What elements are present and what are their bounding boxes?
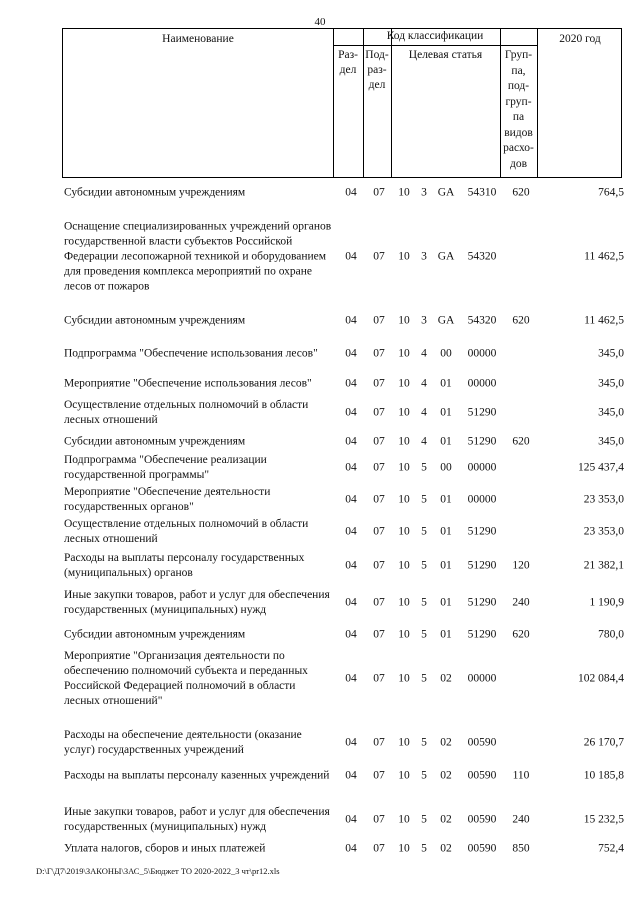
table-row [64,840,624,858]
section-code: 04 [345,736,357,749]
program-code: 10 [398,406,410,419]
table-row [64,516,624,548]
table-row [64,484,624,516]
event-code: 01 [440,596,452,609]
expense-group-code: 620 [512,628,530,641]
header-name: Наименование [162,33,234,45]
subsection-code: 07 [373,813,385,826]
table-row [64,433,624,451]
subsection-code: 07 [373,461,385,474]
event-code: 02 [440,672,452,685]
event-code: 01 [440,435,452,448]
header-section: Раз- дел [338,49,358,76]
program-code: 10 [398,672,410,685]
subsection-code: 07 [373,596,385,609]
event-code: GA [437,250,455,263]
event-code: 01 [440,525,452,538]
direction-code: 00000 [467,347,497,360]
program-code: 10 [398,736,410,749]
program-code: 10 [398,435,410,448]
direction-code: 51290 [467,525,497,538]
direction-code: 51290 [467,406,497,419]
amount-2020: 345,0 [598,377,624,390]
row-name: Иные закупки товаров, работ и услуг для обеспечения государственных (муниципальных) нужд [64,806,330,833]
table-row [64,579,624,627]
expense-group-code: 120 [512,559,530,572]
program-code: 10 [398,813,410,826]
table-row [64,338,624,370]
event-code: 01 [440,559,452,572]
expense-group-code: 110 [512,769,530,782]
file-path-footer: D:\Г\Д7\2019\ЗАКОНЫ\ЗАС_5\Бюджет ТО 2020-2022_3 чт\pr12.xls [36,866,280,876]
amount-2020: 10 185,8 [583,769,624,782]
subprogram-code: 5 [421,559,427,572]
subprogram-code: 5 [421,842,427,855]
amount-2020: 23 353,0 [583,493,624,506]
direction-code: 00000 [467,377,497,390]
program-code: 10 [398,525,410,538]
program-code: 10 [398,461,410,474]
direction-code: 00590 [467,736,497,749]
row-name: Осуществление отдельных полномочий в области лесных отношений [64,518,309,545]
header-expense-group: Груп- па, под- груп- па видов расхо- дов [503,49,534,170]
program-code: 10 [398,596,410,609]
subprogram-code: 5 [421,813,427,826]
subsection-code: 07 [373,628,385,641]
table-row [64,727,624,759]
subprogram-code: 5 [421,525,427,538]
header-subsection: Под- раз- дел [365,49,389,91]
amount-2020: 21 382,1 [583,559,624,572]
program-code: 10 [398,250,410,263]
subprogram-code: 5 [421,672,427,685]
section-code: 04 [345,842,357,855]
row-name: Мероприятие "Организация деятельности по обеспечению полномочий субъекта и переданных Российской Федерацией полномочий в области лесных отношений" [64,650,308,707]
table-row [64,647,624,711]
program-code: 10 [398,347,410,360]
row-name: Субсидии автономным учреждениям [64,314,246,327]
direction-code: 00000 [467,493,497,506]
direction-code: 00590 [467,769,497,782]
section-code: 04 [345,186,357,199]
subsection-code: 07 [373,559,385,572]
direction-code: 54320 [467,250,497,263]
event-code: 00 [440,461,452,474]
section-code: 04 [345,435,357,448]
amount-2020: 345,0 [598,347,624,360]
section-code: 04 [345,628,357,641]
subsection-code: 07 [373,736,385,749]
amount-2020: 15 232,5 [583,813,624,826]
amount-2020: 102 084,4 [578,672,624,685]
subprogram-code: 3 [421,314,427,327]
subsection-code: 07 [373,377,385,390]
header-target-article: Целевая статья [408,49,483,61]
subsection-code: 07 [373,435,385,448]
amount-2020: 23 353,0 [583,525,624,538]
subprogram-code: 5 [421,596,427,609]
table-row [64,796,624,844]
amount-2020: 26 170,7 [583,736,624,749]
program-code: 10 [398,377,410,390]
header-classification: Код классификации [386,30,484,42]
subprogram-code: 3 [421,250,427,263]
table-row [64,368,624,400]
row-name: Подпрограмма "Обеспечение реализации государственной программы" [64,454,267,481]
section-code: 04 [345,559,357,572]
program-code: 10 [398,186,410,199]
event-code: 02 [440,813,452,826]
section-code: 04 [345,461,357,474]
subsection-code: 07 [373,406,385,419]
row-name: Иные закупки товаров, работ и услуг для обеспечения государственных (муниципальных) нужд [64,589,330,616]
section-code: 04 [345,493,357,506]
subsection-code: 07 [373,769,385,782]
subprogram-code: 4 [421,406,427,419]
section-code: 04 [345,250,357,263]
subprogram-code: 5 [421,736,427,749]
amount-2020: 345,0 [598,435,624,448]
row-name: Подпрограмма "Обеспечение использования лесов" [64,347,318,360]
table-row [64,550,624,582]
subsection-code: 07 [373,842,385,855]
subsection-code: 07 [373,314,385,327]
row-name: Уплата налогов, сборов и иных платежей [64,842,266,855]
direction-code: 54320 [467,314,497,327]
event-code: 01 [440,377,452,390]
expense-group-code: 240 [512,596,530,609]
row-name: Расходы на обеспечение деятельности (оказание услуг) государственных учреждений [64,729,302,756]
direction-code: 51290 [467,559,497,572]
amount-2020: 11 462,5 [584,250,624,263]
amount-2020: 752,4 [598,842,624,855]
event-code: 02 [440,736,452,749]
row-name: Расходы на выплаты персоналу казенных учреждений [64,769,330,782]
amount-2020: 125 437,4 [578,461,624,474]
direction-code: 00000 [467,461,497,474]
row-name: Субсидии автономным учреждениям [64,628,246,641]
table-row [64,217,624,297]
program-code: 10 [398,842,410,855]
event-code: 01 [440,493,452,506]
program-code: 10 [398,559,410,572]
amount-2020: 1 190,9 [589,596,624,609]
subsection-code: 07 [373,347,385,360]
section-code: 04 [345,314,357,327]
subprogram-code: 4 [421,347,427,360]
table-row [64,397,624,429]
section-code: 04 [345,347,357,360]
amount-2020: 764,5 [598,186,624,199]
direction-code: 51290 [467,628,497,641]
subsection-code: 07 [373,250,385,263]
section-code: 04 [345,525,357,538]
event-code: GA [437,186,455,199]
section-code: 04 [345,672,357,685]
subprogram-code: 4 [421,435,427,448]
expense-group-code: 620 [512,186,530,199]
table-row [64,626,624,644]
subsection-code: 07 [373,493,385,506]
expense-group-code: 240 [512,813,530,826]
event-code: 01 [440,628,452,641]
amount-2020: 11 462,5 [584,314,624,327]
program-code: 10 [398,493,410,506]
expense-group-code: 620 [512,314,530,327]
row-name: Мероприятие "Обеспечение использования лесов" [64,377,312,390]
subprogram-code: 4 [421,377,427,390]
row-name: Мероприятие "Обеспечение деятельности государственных органов" [64,486,271,513]
subprogram-code: 5 [421,628,427,641]
direction-code: 51290 [467,596,497,609]
event-code: GA [437,314,455,327]
section-code: 04 [345,769,357,782]
row-name: Субсидии автономным учреждениям [64,186,246,199]
direction-code: 54310 [467,186,497,199]
program-code: 10 [398,314,410,327]
direction-code: 00590 [467,813,497,826]
subsection-code: 07 [373,525,385,538]
row-name: Расходы на выплаты персоналу государственных (муниципальных) органов [64,552,305,579]
row-name: Осуществление отдельных полномочий в области лесных отношений [64,399,309,426]
direction-code: 00000 [467,672,497,685]
subprogram-code: 5 [421,769,427,782]
event-code: 02 [440,842,452,855]
program-code: 10 [398,769,410,782]
event-code: 01 [440,406,452,419]
row-name: Субсидии автономным учреждениям [64,435,246,448]
section-code: 04 [345,406,357,419]
table-header [62,28,622,178]
event-code: 00 [440,347,452,360]
subsection-code: 07 [373,672,385,685]
table-row [64,311,624,331]
header-year: 2020 год [559,33,601,45]
expense-group-code: 850 [512,842,530,855]
direction-code: 00590 [467,842,497,855]
subsection-code: 07 [373,186,385,199]
subprogram-code: 5 [421,461,427,474]
section-code: 04 [345,377,357,390]
event-code: 02 [440,769,452,782]
table-row [64,452,624,484]
page-number: 40 [314,16,326,28]
subprogram-code: 5 [421,493,427,506]
subprogram-code: 3 [421,186,427,199]
table-row [64,183,624,203]
expense-group-code: 620 [512,435,530,448]
amount-2020: 780,0 [598,628,624,641]
row-name: Оснащение специализированных учреждений органов государственной власти субъектов Российской Федерации лесопожарной техникой и оборудованием для проведения комплекса мероприятий по охране лесов от пожаров [64,220,332,293]
direction-code: 51290 [467,435,497,448]
program-code: 10 [398,628,410,641]
section-code: 04 [345,596,357,609]
amount-2020: 345,0 [598,406,624,419]
section-code: 04 [345,813,357,826]
table-row [64,760,624,792]
